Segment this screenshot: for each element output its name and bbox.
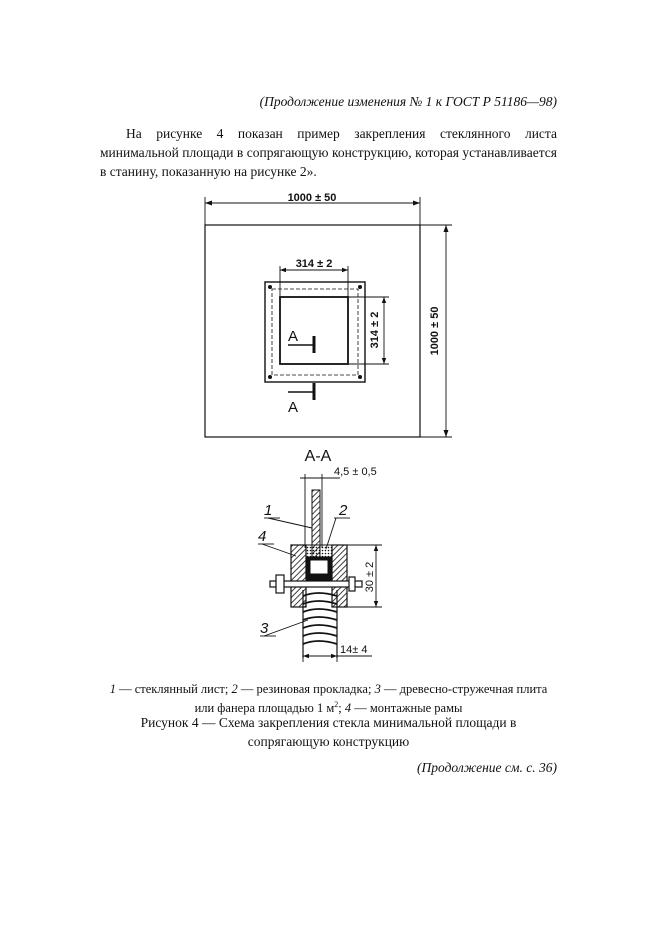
dim-board-width: 1000 ± 50 bbox=[287, 192, 337, 204]
dim-frame-height: 314 ± 2 bbox=[369, 311, 381, 349]
continuation-header: (Продолжение изменения № 1 к ГОСТ Р 51186—98) bbox=[259, 94, 557, 109]
callout-1: 1 bbox=[264, 502, 273, 519]
dim-frame-width: 314 ± 2 bbox=[295, 258, 333, 270]
dim-board-thickness: 14± 4 bbox=[340, 644, 368, 656]
continuation-footer: (Продолжение см. с. 36) bbox=[417, 760, 557, 775]
figure-caption: Рисунок 4 — Схема закрепления стекла минимальной площади в сопрягающую конструкцию bbox=[140, 715, 517, 749]
plan-view bbox=[205, 197, 452, 437]
callout-3: 3 bbox=[260, 620, 269, 637]
section-label-lower: А bbox=[288, 399, 299, 416]
callout-4: 4 bbox=[258, 528, 267, 545]
callout-2: 2 bbox=[339, 502, 348, 519]
mounting-frame-left bbox=[291, 545, 306, 607]
mounting-frame-right bbox=[332, 545, 347, 607]
section-label-upper: А bbox=[288, 328, 299, 345]
dim-glass-thickness: 4,5 ± 0,5 bbox=[334, 466, 377, 478]
figure-legend: 1 — стеклянный лист; 2 — резиновая прокладка; 3 — древесно-стружечная плита или фанера площадью 1 $м^2$; 4 — монтажные рамы bbox=[109, 682, 548, 716]
board-outline bbox=[205, 225, 420, 437]
body-paragraph: На рисунке 4 показан пример закрепления стеклянного листа минимальной площади в сопрягающую конструкцию, которая устанавливается в станину, показанную на рисунке 2». bbox=[100, 126, 557, 179]
dim-frame-depth: 30 ± 2 bbox=[364, 561, 376, 593]
section-title: А-А bbox=[304, 448, 332, 465]
rubber-gasket bbox=[306, 545, 332, 557]
dim-board-height: 1000 ± 50 bbox=[429, 306, 441, 356]
